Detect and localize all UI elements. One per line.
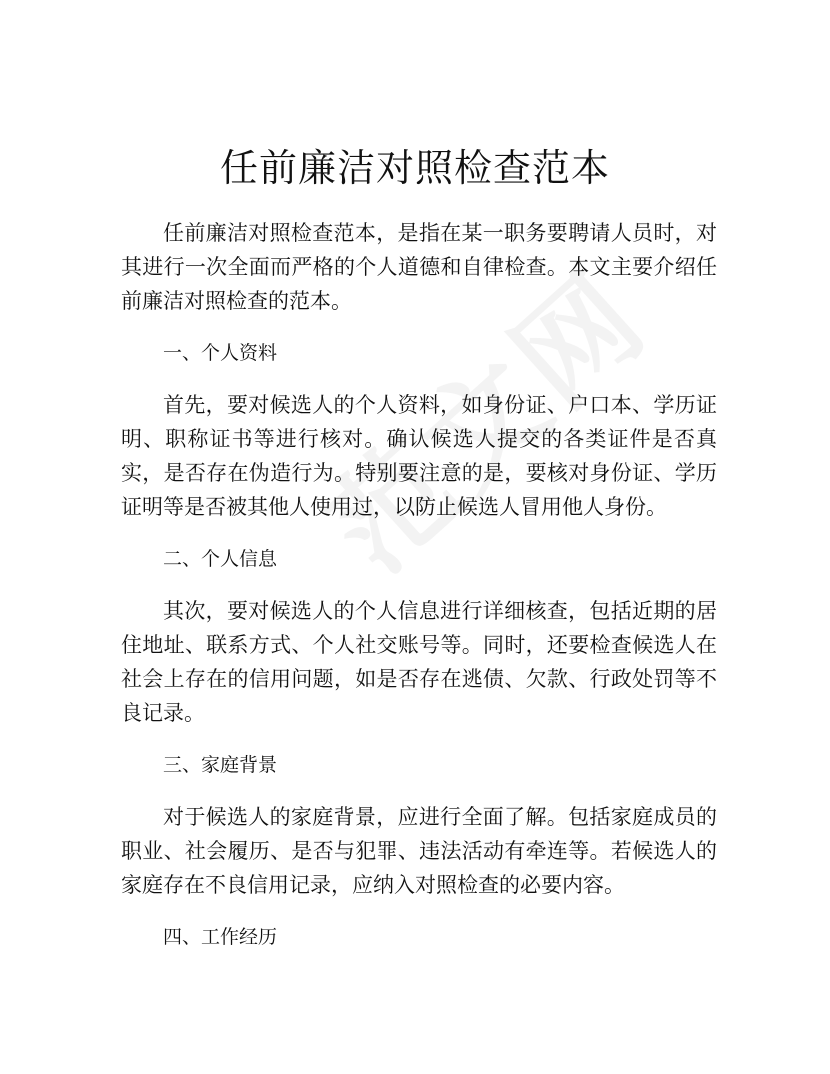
section-heading-personal-info: 二、个人信息 [163, 548, 278, 570]
section-body-personal-data: 首先，要对候选人的个人资料，如身份证、户口本、学历证明、职称证书等进行核对。确认候选人提交的各类证件是否真实，是否存在伪造行为。特别要注意的是，要核对身份证、学历证明等是否被其他人使用过，以防止候选人冒用他人身份。 [121, 393, 717, 519]
section-body-personal-info: 其次，要对候选人的个人信息进行详细核查，包括近期的居住地址、联系方式、个人社交账号等。同时，还要检查候选人在社会上存在的信用问题，如是否存在逃债、欠款、行政处罚等不良记录。 [121, 599, 717, 725]
intro-paragraph: 任前廉洁对照检查范本，是指在某一职务要聘请人员时，对其进行一次全面而严格的个人道德和自律检查。本文主要介绍任前廉洁对照检查的范本。 [121, 221, 717, 313]
section-body-family-background: 对于候选人的家庭背景，应进行全面了解。包括家庭成员的职业、社会履历、是否与犯罪、违法活动有牵连等。若候选人的家庭存在不良信用记录，应纳入对照检查的必要内容。 [121, 805, 717, 897]
section-heading-family-background: 三、家庭背景 [163, 754, 278, 776]
section-heading-work-experience: 四、工作经历 [163, 926, 278, 948]
section-heading-personal-data: 一、个人资料 [163, 342, 278, 364]
document-body [121, 216, 717, 972]
document-title: 任前廉洁对照检查范本 [219, 146, 610, 190]
